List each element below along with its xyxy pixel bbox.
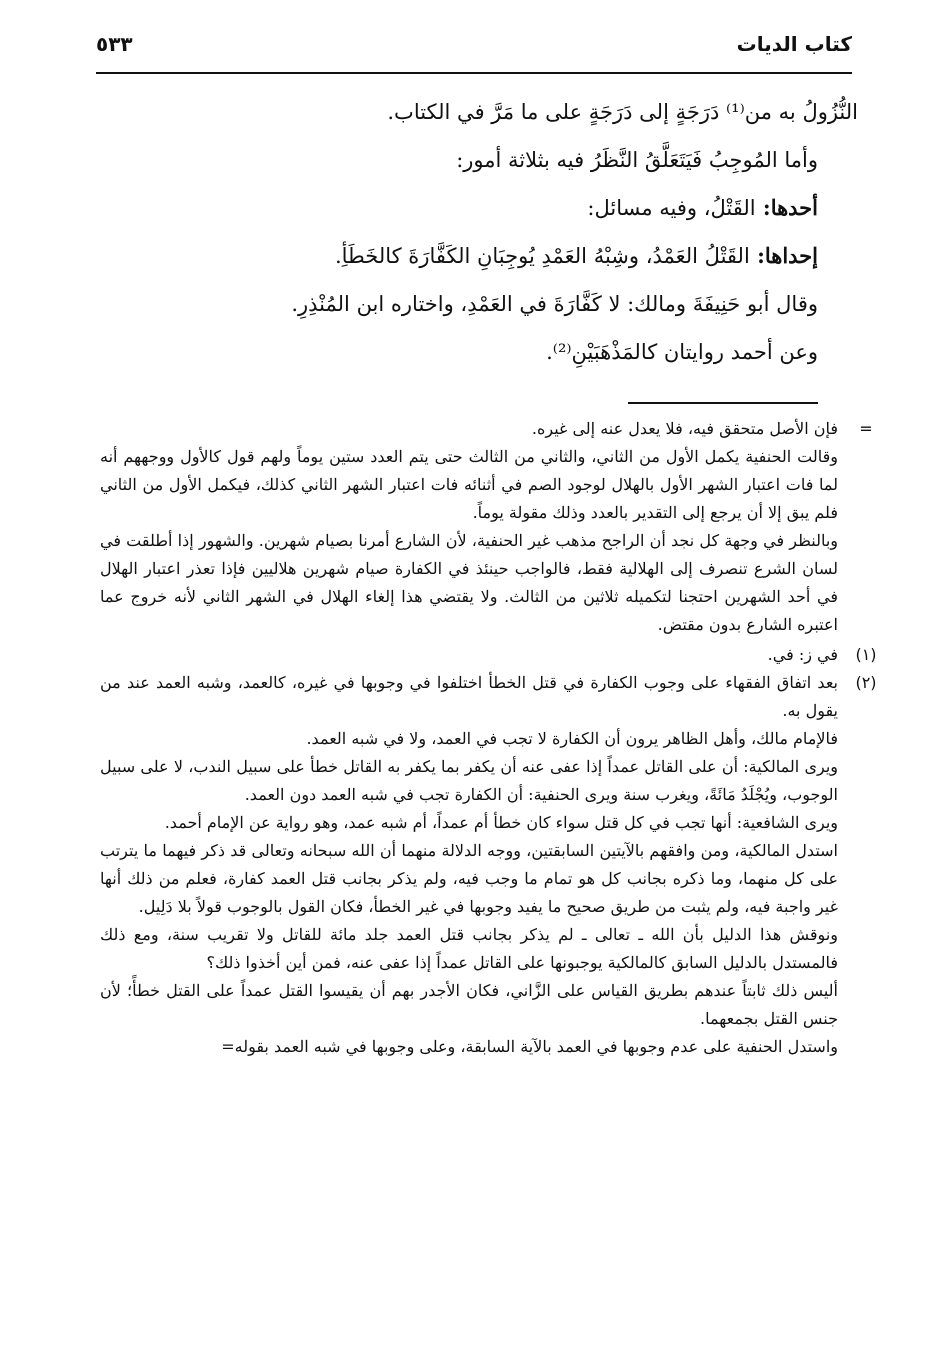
- footnote-paragraph: ويرى الشافعية: أنها تجب في كل قتل سواء كان خطأ أم عمداً، أم شبه عمد، وهو رواية عن الإمام أحمد.: [164, 813, 838, 832]
- heading-lead: أحدها:: [755, 195, 818, 220]
- main-line: أحدها: القَتْلُ، وفيه مسائل:: [587, 195, 818, 220]
- page-header: [96, 28, 852, 74]
- footnotes: [100, 415, 877, 1061]
- footnote-paragraph: = فإن الأصل متحقق فيه، فلا يعدل عنه إلى غيره.: [100, 415, 838, 443]
- footnote-continued: [100, 415, 873, 639]
- page-number: ٥٣٣: [96, 32, 133, 56]
- footnote-separator: [628, 402, 818, 404]
- footnote-paragraph: أليس ذلك ثابتاً عندهم بطريق القياس على الزَّاني، فكان الأجدر بهم أن يقيسوا القتل عمداً على القتل خطأً؛ لأن جنس القتل بجمعهما.: [100, 981, 838, 1028]
- main-text: [80, 88, 858, 376]
- footnote-paragraph: فالإمام مالك، وأهل الظاهر يرون أن الكفارة لا تجب في العمد، ولا في شبه العمد.: [306, 729, 838, 748]
- main-line: النُّزُولُ به من⁽¹⁾ دَرَجَةٍ إلى دَرَجَةٍ على ما مَرَّ في الكتاب.: [387, 100, 858, 124]
- footnote-1: [100, 641, 877, 669]
- heading-lead: إحداها:: [749, 243, 818, 268]
- footnote-paragraph: (١) في ز: في.: [100, 641, 838, 669]
- footnote-paragraph: ونوقش هذا الدليل بأن الله ـ تعالى ـ لم يذكر بجانب قتل العمد جلد مائة للقاتل ولا تقريب سنة، ومع ذلك فالمستدل بالدليل السابق كالمالكية يوجبونها على القاتل عمداً إذا عفى عنه، فمن أين أخذوا ذلك؟: [100, 925, 839, 972]
- footnote-paragraph: ويرى المالكية: أن على القاتل عمداً إذا عفى عنه أن يكفر بما يكفر به القاتل خطأ على سبيل الندب، لا على سبيل الوجوب، ويُجْلَدُ مَائَةً، ويغرب سنة ويرى الحنفية: أن الكفارة تجب في شبه العمد دون العمد.: [100, 757, 838, 804]
- footnote-paragraph: (٢) بعد اتفاق الفقهاء على وجوب الكفارة في قتل الخطأ اختلفوا في وجوبها في غيره، كالعمد، وشبه العمد عند من يقول به.: [100, 669, 838, 725]
- footnote-marker: (١): [855, 645, 877, 664]
- footnote-2: [100, 669, 877, 1061]
- footnote-paragraph: استدل المالكية، ومن وافقهم بالآيتين السابقتين، ووجه الدلالة منهما أن الله سبحانه وتعالى قد ذكر فيهما ما يترتب على كل منهما، وما ذكره بجانب كل هو تمام ما وجب فيه، ولم يذكر بجانب قتل العمد كفارة، فعلم من ذلك أنها غير واجبة فيه، ولم يثبت من طريق صحيح ما يفيد وجوبها في غير الخطأ، فكان القول بالوجوب قولاً بلا دَلِيل.: [100, 841, 839, 916]
- running-title: كتاب الديات: [736, 32, 852, 56]
- footnote-paragraph: واستدل الحنفية على عدم وجوبها في العمد بالآية السابقة، وعلى وجوبها في شبه العمد بقوله=: [221, 1037, 838, 1056]
- main-line: وأما المُوجِبُ فَيَتَعَلَّقُ النَّظَرُ فيه بثلاثة أمور:: [456, 148, 818, 172]
- footnote-marker: (٢): [855, 673, 877, 692]
- footnote-marker: =: [859, 419, 873, 438]
- main-line: وقال أبو حَنِيفَةَ ومالك: لا كَفَّارَةَ في العَمْدِ، واختاره ابن المُنْذِرِ.: [291, 292, 818, 316]
- footnote-paragraph: وبالنظر في وجهة كل نجد أن الراجح مذهب غير الحنفية، لأن الشارع أمرنا بصيام شهرين. والشهور إذا أطلقت في لسان الشرع تنصرف إلى الهلالية فقط، فالواجب حينئذ في الكفارة صيام شهرين هلاليين فإذا تعذر اعتبار الهلال في أحد الشهرين احتجنا لتكميله ثلاثين من الثالث. ولا يقتضي هذا إلغاء الهلال في الشهر الثاني لأنه خروج عما اعتبره الشارع بدون مقتض.: [100, 531, 838, 634]
- footnote-paragraph: وقالت الحنفية يكمل الأول من الثاني، والثاني من الثالث حتى يتم العدد ستين يوماً ولهم قول كالأول ووجههم أنه لما فات اعتبار الشهر الأول بالهلال لوجود الصم في أثنائه فات اعتبار الشهر الثاني كذلك، فيكمل الأول من الثاني فلم يبق إلا أن يرجع إلى التقدير بالعدد وذلك مقولة يوماً.: [100, 447, 838, 522]
- main-line: وعن أحمد روايتان كالمَذْهَبَيْنِ⁽²⁾.: [546, 340, 818, 364]
- main-line: إحداها: القَتْلُ العَمْدُ، وشِبْهُ العَمْدِ يُوجِبَانِ الكَفَّارَةَ كالخَطَأِ.: [334, 243, 818, 268]
